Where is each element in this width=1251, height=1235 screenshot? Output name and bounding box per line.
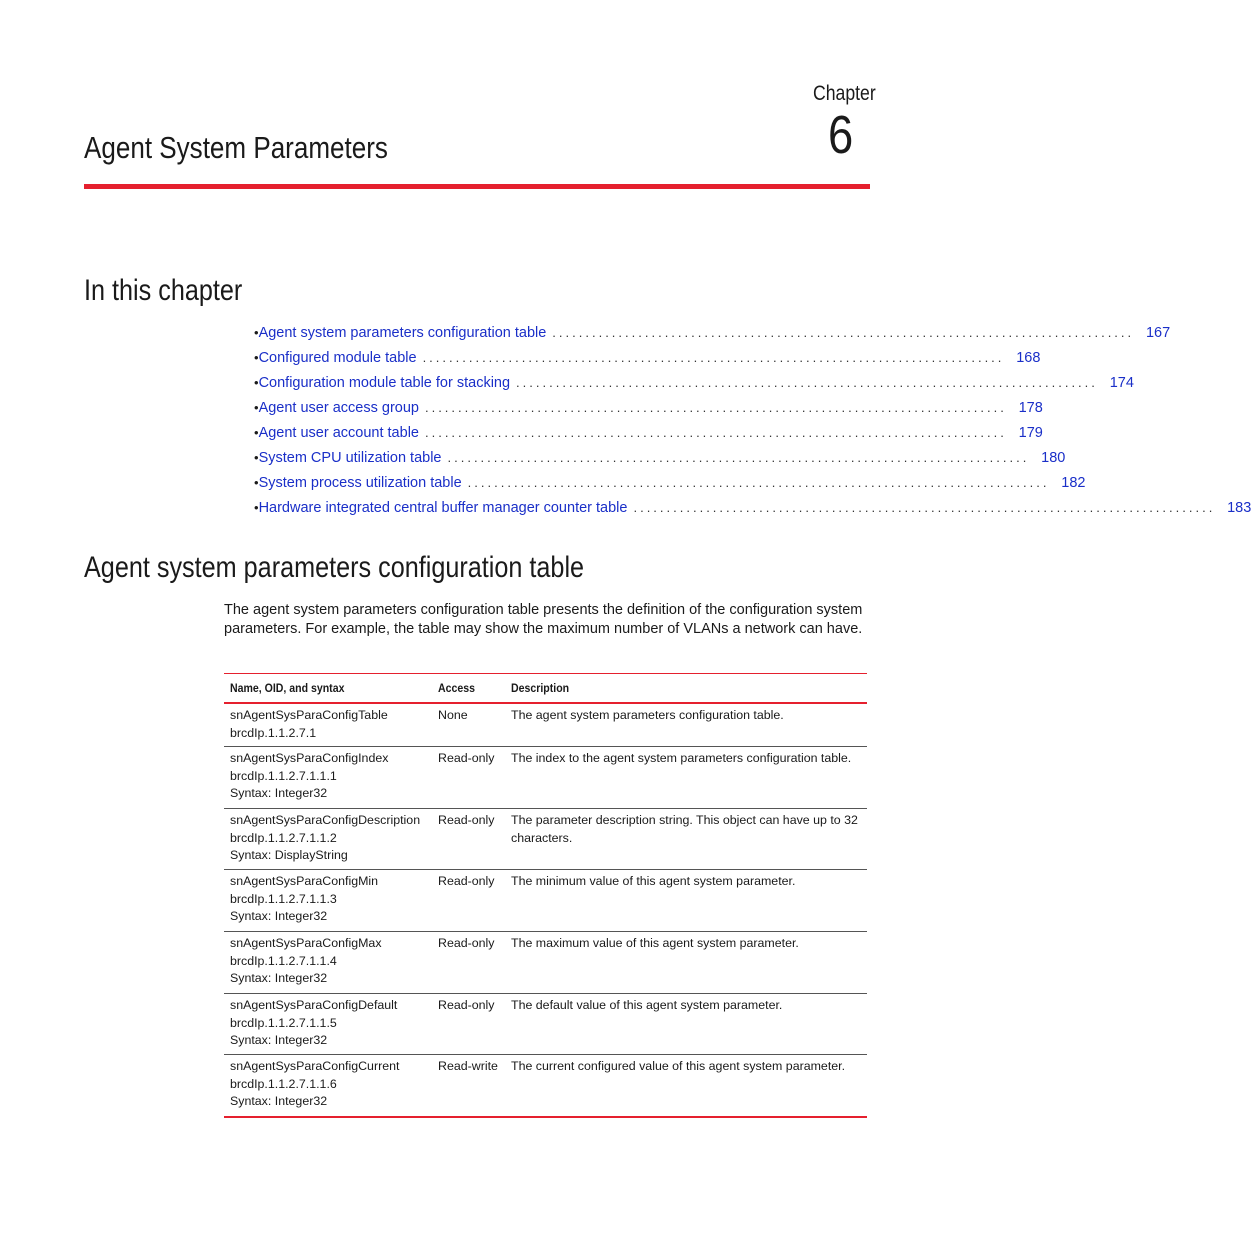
bullet-icon: • xyxy=(254,475,259,490)
toc-leader: ........................................................................................ xyxy=(424,425,1007,440)
object-name: snAgentSysParaConfigCurrent xyxy=(230,1059,400,1073)
row-description-cell: The current configured value of this agent system parameter. xyxy=(505,1055,867,1117)
toc-leader: ........................................................................................ xyxy=(633,500,1216,515)
column-header-name: Name, OID, and syntax xyxy=(224,674,432,704)
row-name-cell xyxy=(224,932,432,994)
toc-entry[interactable] xyxy=(254,445,1066,470)
toc-leader: ........................................................................................ xyxy=(467,475,1050,490)
toc-entry-link[interactable]: Agent system parameters configuration table xyxy=(258,324,547,341)
toc-entry[interactable] xyxy=(254,495,1251,520)
toc-leader: ........................................................................................ xyxy=(424,400,1007,415)
row-description-cell: The agent system parameters configuration table. xyxy=(505,703,867,747)
row-access-cell: None xyxy=(432,703,505,747)
toc-entry-page[interactable]: 183 xyxy=(1227,499,1251,516)
toc-heading: In this chapter xyxy=(84,274,243,307)
object-oid: brcdIp.1.1.2.7.1.1.6 xyxy=(230,1076,337,1091)
chapter-label: Chapter xyxy=(813,82,876,105)
bullet-icon: • xyxy=(254,500,259,515)
column-header-access: Access xyxy=(432,674,505,704)
chapter-toc xyxy=(254,320,1251,520)
chapter-number: 6 xyxy=(827,105,854,165)
toc-entry[interactable] xyxy=(254,320,1171,345)
table-header-row xyxy=(224,674,867,704)
section-intro: The agent system parameters configuration table presents the definition of the configuration system parameters. For example, the table may show the maximum number of VLANs a network can have. xyxy=(224,602,863,637)
object-syntax: Syntax: Integer32 xyxy=(230,786,328,800)
object-oid: brcdIp.1.1.2.7.1.1.2 xyxy=(230,830,337,845)
bullet-icon: • xyxy=(254,350,259,365)
chapter-title-rule xyxy=(84,184,870,189)
row-name-cell xyxy=(224,703,432,747)
row-description-cell: The index to the agent system parameters configuration table. xyxy=(505,747,867,809)
toc-entry[interactable] xyxy=(254,470,1086,495)
object-name: snAgentSysParaConfigIndex xyxy=(230,751,389,765)
bullet-icon: • xyxy=(254,425,259,440)
table-row xyxy=(224,703,867,747)
toc-entry-page[interactable]: 174 xyxy=(1109,374,1134,391)
row-access-cell: Read-only xyxy=(432,870,505,932)
toc-leader: ........................................................................................ xyxy=(447,450,1030,465)
row-name-cell xyxy=(224,1055,432,1117)
column-header-description: Description xyxy=(505,674,867,704)
toc-leader: ........................................................................................ xyxy=(422,350,1005,365)
toc-entry[interactable] xyxy=(254,420,1043,445)
table-row xyxy=(224,1055,867,1117)
row-description-cell: The minimum value of this agent system parameter. xyxy=(505,870,867,932)
toc-leader: ........................................................................................ xyxy=(552,325,1135,340)
toc-entry-link[interactable]: System CPU utilization table xyxy=(258,449,442,466)
bullet-icon: • xyxy=(254,450,259,465)
row-description-cell: The maximum value of this agent system parameter. xyxy=(505,932,867,994)
toc-entry-link[interactable]: Agent user access group xyxy=(258,399,419,416)
toc-entry-link[interactable]: Configuration module table for stacking xyxy=(258,374,511,391)
row-description-cell: The parameter description string. This object can have up to 32 characters. xyxy=(505,809,867,870)
object-syntax: Syntax: DisplayString xyxy=(230,848,348,862)
object-syntax: Syntax: Integer32 xyxy=(230,971,328,985)
row-access-cell: Read-only xyxy=(432,747,505,809)
object-syntax: Syntax: Integer32 xyxy=(230,909,328,923)
row-access-cell: Read-only xyxy=(432,809,505,870)
row-access-cell: Read-write xyxy=(432,1055,505,1117)
toc-entry-link[interactable]: Hardware integrated central buffer manager counter table xyxy=(258,499,628,516)
table-row xyxy=(224,747,867,809)
toc-entry-link[interactable]: System process utilization table xyxy=(258,474,462,491)
toc-entry-page[interactable]: 178 xyxy=(1018,399,1043,416)
chapter-title: Agent System Parameters xyxy=(84,130,388,165)
bullet-icon: • xyxy=(254,400,259,415)
toc-entry-page[interactable]: 179 xyxy=(1018,424,1043,441)
toc-leader: ........................................................................................ xyxy=(516,375,1098,390)
toc-entry[interactable] xyxy=(254,395,1043,420)
object-name: snAgentSysParaConfigTable xyxy=(230,708,388,722)
object-name: snAgentSysParaConfigMax xyxy=(230,936,382,950)
toc-entry-page[interactable]: 167 xyxy=(1145,324,1171,341)
parameters-table xyxy=(224,673,867,1118)
section-title: Agent system parameters configuration table xyxy=(84,551,585,584)
row-description-cell: The default value of this agent system parameter. xyxy=(505,994,867,1055)
bullet-icon: • xyxy=(254,325,259,340)
object-oid: brcdIp.1.1.2.7.1.1.4 xyxy=(230,953,337,968)
toc-entry-page[interactable]: 168 xyxy=(1016,349,1041,366)
object-oid: brcdIp.1.1.2.7.1.1.5 xyxy=(230,1015,337,1030)
table-row xyxy=(224,870,867,932)
toc-entry-page[interactable]: 180 xyxy=(1041,449,1066,466)
table-row xyxy=(224,809,867,870)
object-syntax: Syntax: Integer32 xyxy=(230,1094,328,1108)
row-name-cell xyxy=(224,870,432,932)
table-row xyxy=(224,932,867,994)
row-access-cell: Read-only xyxy=(432,932,505,994)
object-name: snAgentSysParaConfigDescription xyxy=(230,813,421,827)
object-oid: brcdIp.1.1.2.7.1.1.1 xyxy=(230,768,337,783)
bullet-icon: • xyxy=(254,375,259,390)
object-name: snAgentSysParaConfigDefault xyxy=(230,998,398,1012)
object-syntax: Syntax: Integer32 xyxy=(230,1033,328,1047)
object-oid: brcdIp.1.1.2.7.1 xyxy=(230,725,317,740)
toc-entry-page[interactable]: 182 xyxy=(1061,474,1086,491)
table-row xyxy=(224,994,867,1055)
row-name-cell xyxy=(224,994,432,1055)
toc-entry-link[interactable]: Configured module table xyxy=(258,349,417,366)
toc-entry-link[interactable]: Agent user account table xyxy=(258,424,419,441)
toc-entry[interactable] xyxy=(254,370,1134,395)
row-name-cell xyxy=(224,747,432,809)
object-name: snAgentSysParaConfigMin xyxy=(230,874,379,888)
row-name-cell xyxy=(224,809,432,870)
row-access-cell: Read-only xyxy=(432,994,505,1055)
object-oid: brcdIp.1.1.2.7.1.1.3 xyxy=(230,891,337,906)
toc-entry[interactable] xyxy=(254,345,1041,370)
